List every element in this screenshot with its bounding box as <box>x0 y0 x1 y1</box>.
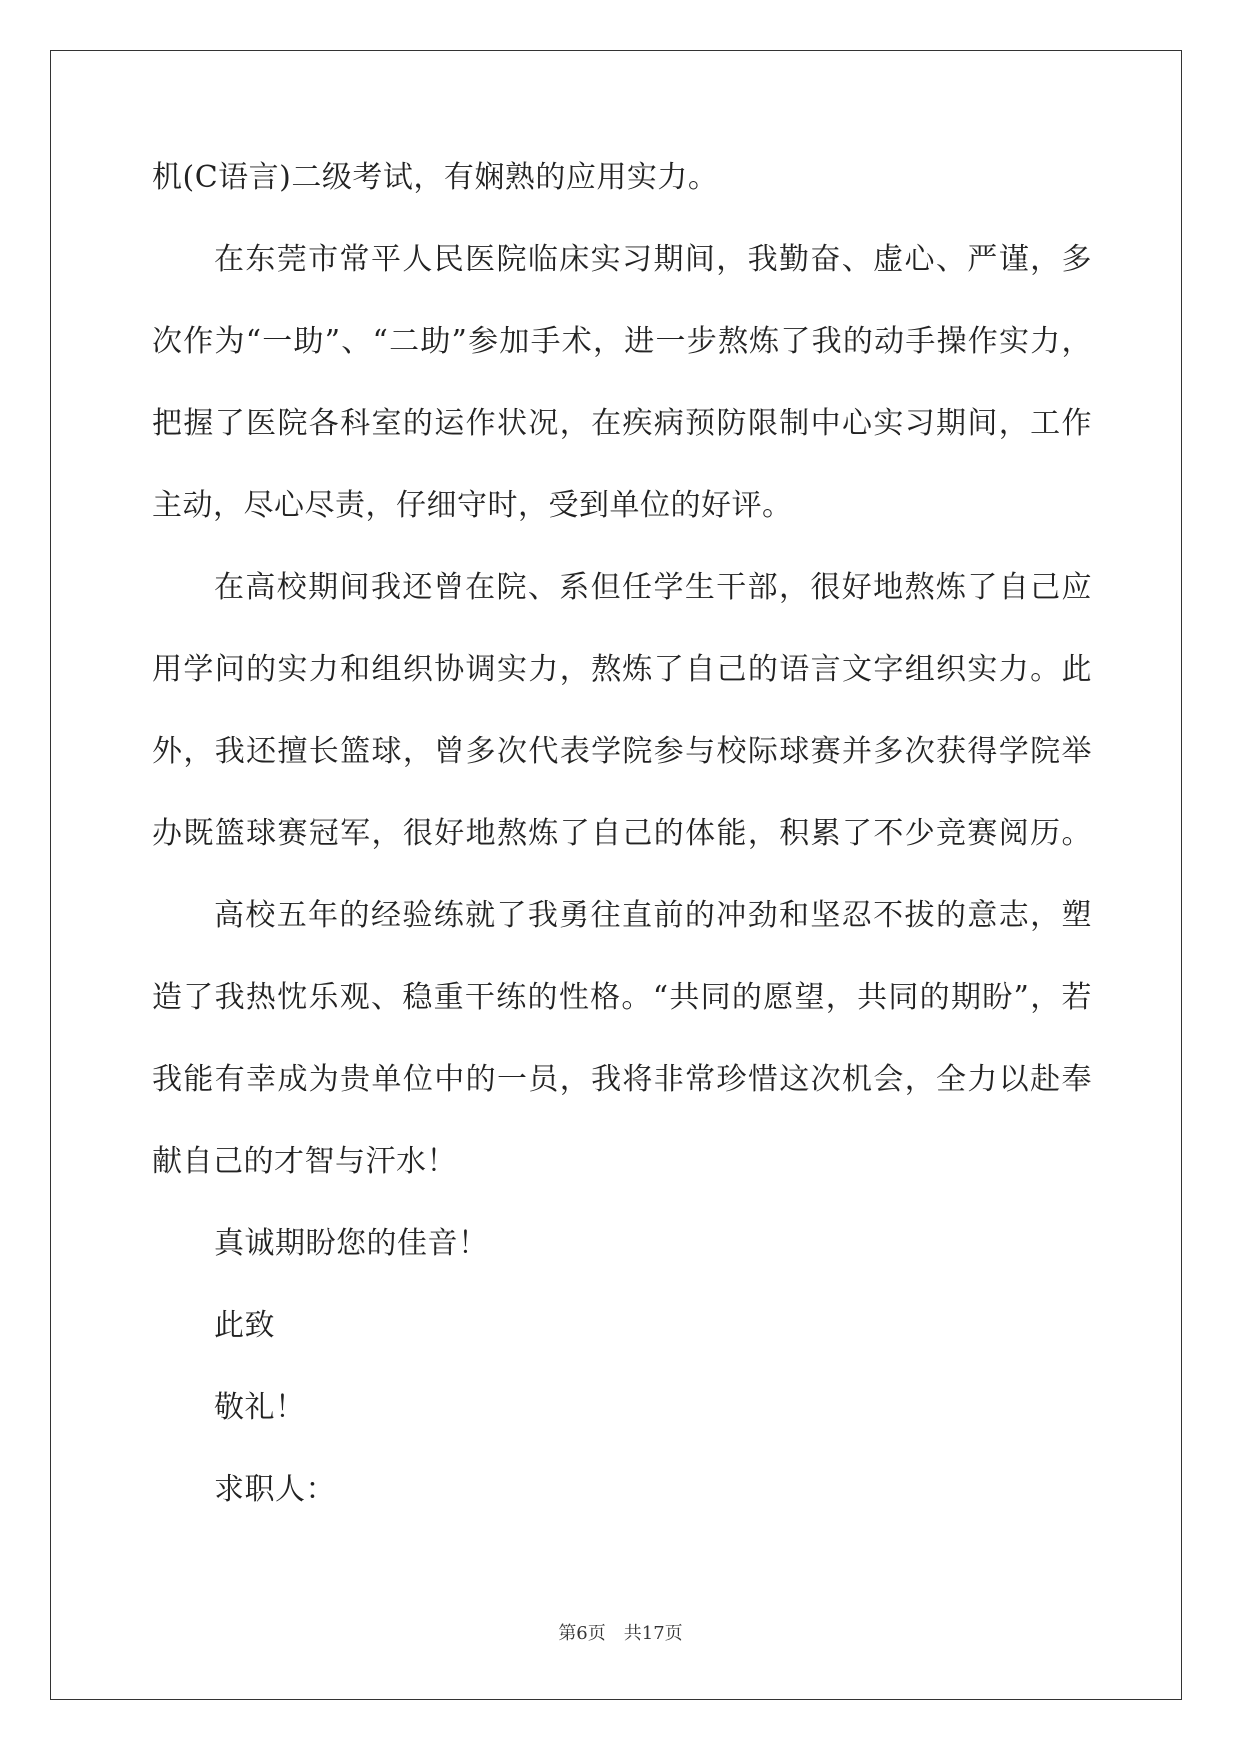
text-line: 用学问的实力和组织协调实力，熬炼了自己的语言文字组织实力。此 <box>152 652 1092 687</box>
text-line: 主动，尽心尽责，仔细守时，受到单位的好评。 <box>152 488 793 523</box>
text-line: 把握了医院各科室的运作状况，在疾病预防限制中心实习期间，工作 <box>152 406 1092 441</box>
text-line: 办既篮球赛冠军，很好地熬炼了自己的体能，积累了不少竞赛阅历。 <box>152 816 1092 851</box>
document-body <box>152 160 1092 1554</box>
text-line: 在东莞市常平人民医院临床实习期间，我勤奋、虚心、严谨，多 <box>214 242 1092 277</box>
text-line: 外，我还擅长篮球，曾多次代表学院参与校际球赛并多次获得学院举 <box>152 734 1092 769</box>
text-line: 在高校期间我还曾在院、系但任学生干部，很好地熬炼了自己应 <box>214 570 1092 605</box>
page-number-footer: 第6页 共17页 <box>558 1623 683 1644</box>
text-line: 机(C语言)二级考试，有娴熟的应用实力。 <box>152 160 719 195</box>
salutation-line: 此致 <box>214 1308 275 1343</box>
text-line: 次作为“一助”、“二助”参加手术，进一步熬炼了我的动手操作实力， <box>152 324 1092 359</box>
text-line: 献自己的才智与汗水！ <box>152 1144 457 1179</box>
text-line: 造了我热忱乐观、稳重干练的性格。“共同的愿望，共同的期盼”，若 <box>152 980 1092 1015</box>
signature-label: 求职人： <box>214 1472 336 1507</box>
text-line: 我能有幸成为贵单位中的一员，我将非常珍惜这次机会，全力以赴奉 <box>152 1062 1092 1097</box>
closing-line: 真诚期盼您的佳音！ <box>214 1226 489 1261</box>
text-line: 高校五年的经验练就了我勇往直前的冲劲和坚忍不拔的意志，塑 <box>214 898 1092 933</box>
salutation-line: 敬礼！ <box>214 1390 306 1425</box>
